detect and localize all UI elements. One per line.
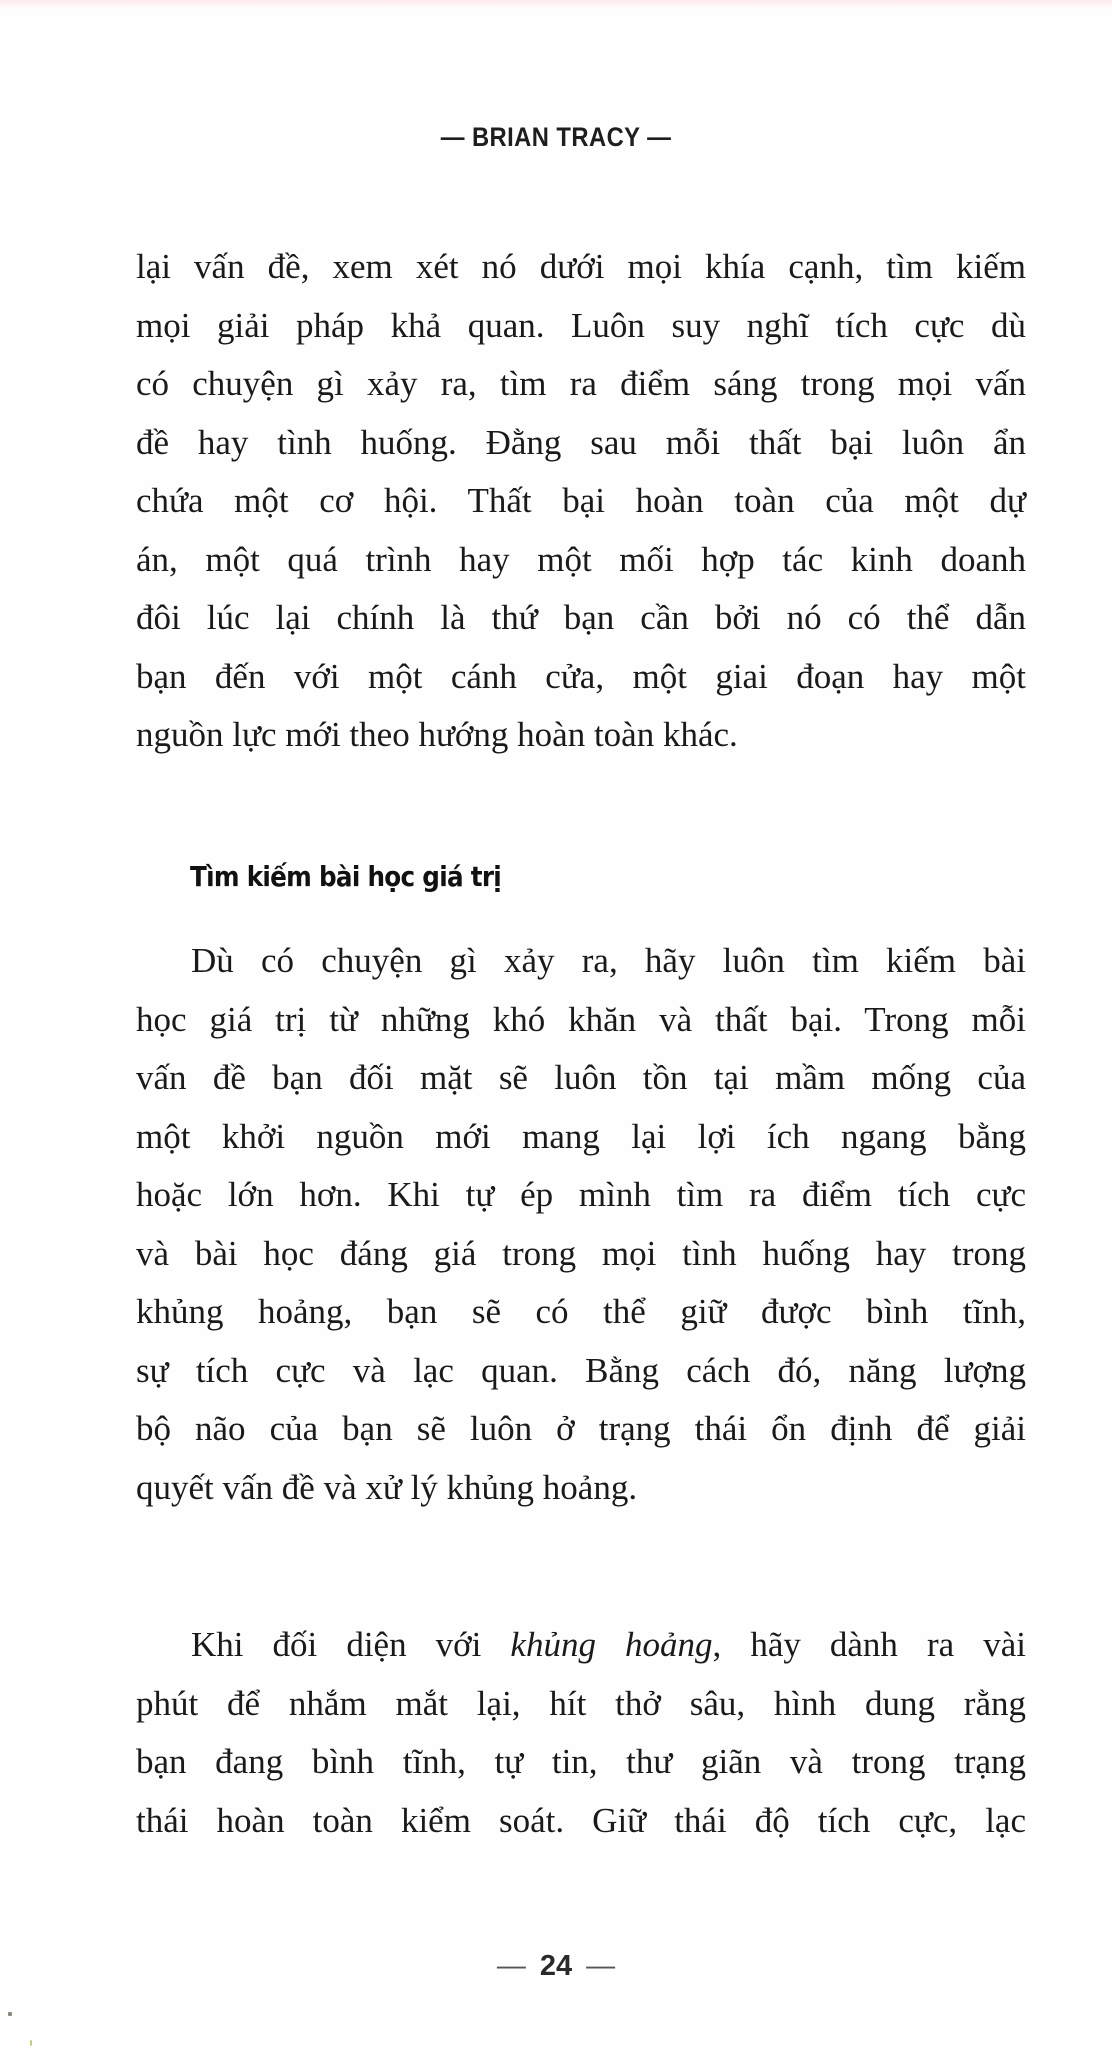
- text-line: hoặc lớn hơn. Khi tự ép mình tìm ra điểm tích cực: [136, 1175, 1026, 1214]
- text-line: nguồn lực mới theo hướng hoàn toàn khác.: [136, 715, 738, 754]
- text-line: [136, 1616, 1026, 1675]
- paragraph-lessons: [136, 932, 1026, 1517]
- scan-speck: [8, 2012, 12, 2016]
- text-line: Dù có chuyện gì xảy ra, hãy luôn tìm kiếm bài: [191, 941, 1026, 980]
- scan-speck: [30, 2040, 32, 2046]
- text-line: và bài học đáng giá trong mọi tình huống hay trong: [136, 1233, 1026, 1273]
- paragraph-crisis: [136, 1616, 1026, 1850]
- text-line: đề hay tình huống. Đằng sau mỗi thất bại luôn ẩn: [136, 422, 1026, 462]
- paragraph-continuation: [136, 238, 1026, 765]
- text-line: phút để nhắm mắt lại, hít thở sâu, hình dung rằng: [136, 1683, 1026, 1723]
- text-line: có chuyện gì xảy ra, tìm ra điểm sáng trong mọi vấn: [136, 364, 1026, 403]
- text-line: bạn đến với một cánh cửa, một giai đoạn hay một: [136, 656, 1026, 696]
- footer-dash-left: —: [496, 1950, 526, 1982]
- running-header: — BRIAN TRACY —: [440, 122, 672, 152]
- text-line: khủng hoảng, bạn sẽ có thể giữ được bình tĩnh,: [136, 1292, 1026, 1331]
- text-run: Khi đối diện với: [191, 1625, 511, 1664]
- text-line: bộ não của bạn sẽ luôn ở trạng thái ổn định để giải: [136, 1409, 1026, 1448]
- text-line: án, một quá trình hay một mối hợp tác kinh doanh: [136, 539, 1026, 579]
- text-line: thái hoàn toàn kiểm soát. Giữ thái độ tích cực, lạc: [136, 1800, 1026, 1840]
- text-line: vấn đề bạn đối mặt sẽ luôn tồn tại mầm mống của: [136, 1058, 1026, 1097]
- text-line: mọi giải pháp khả quan. Luôn suy nghĩ tích cực dù: [136, 305, 1026, 345]
- text-line: chứa một cơ hội. Thất bại hoàn toàn của một dự: [136, 481, 1026, 520]
- text-line: đôi lúc lại chính là thứ bạn cần bởi nó có thể dẫn: [136, 598, 1026, 637]
- text-line: lại vấn đề, xem xét nó dưới mọi khía cạnh, tìm kiếm: [136, 247, 1026, 286]
- text-line: quyết vấn đề và xử lý khủng hoảng.: [136, 1467, 638, 1507]
- page-number: 24: [539, 1950, 573, 1982]
- text-line: sự tích cực và lạc quan. Bằng cách đó, năng lượng: [136, 1350, 1026, 1390]
- text-line: bạn đang bình tĩnh, tự tin, thư giãn và trong trạng: [136, 1742, 1026, 1781]
- page-footer: [0, 1950, 1112, 1983]
- text-line: học giá trị từ những khó khăn và thất bại. Trong mỗi: [136, 999, 1026, 1039]
- italic-emphasis: khủng hoảng: [510, 1625, 713, 1664]
- text-line: một khởi nguồn mới mang lại lợi ích ngang bằng: [136, 1116, 1026, 1156]
- footer-dash-right: —: [586, 1950, 616, 1982]
- section-heading: Tìm kiếm bài học giá trị: [190, 860, 502, 893]
- text-run: , hãy dành ra vài: [712, 1625, 1026, 1664]
